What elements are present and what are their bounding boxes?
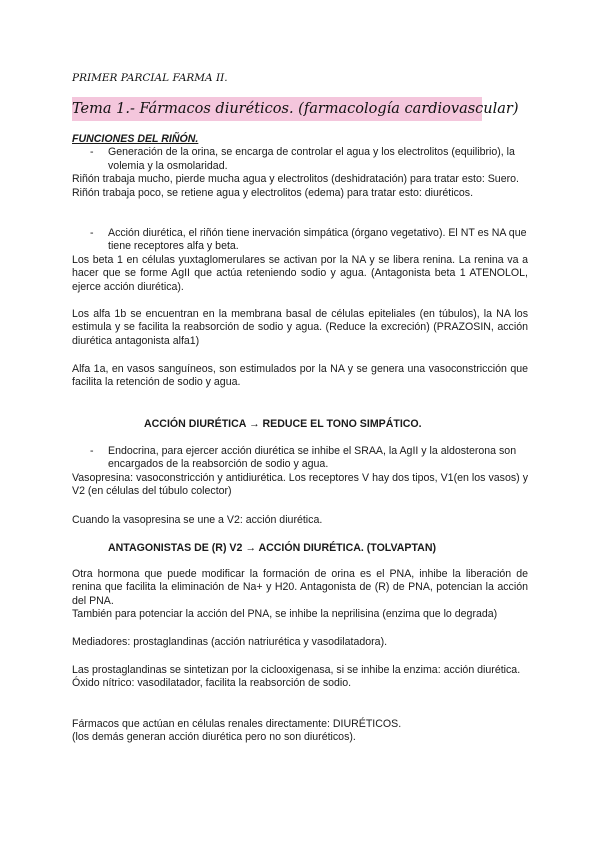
accion-diuretica-heading: ACCIÓN DIURÉTICA → REDUCE EL TONO SIMPÁTICO. (144, 418, 422, 430)
prostaglandinas-section (72, 664, 528, 691)
funciones-title: FUNCIONES DEL RIÑÓN. (72, 133, 199, 145)
funciones-section (72, 133, 528, 200)
farmacos-section (72, 718, 528, 745)
paragraph: (los demás generan acción diurética pero no son diuréticos). (72, 731, 356, 744)
tema-title: Tema 1.- Fármacos diuréticos. (farmacología cardiovascular) (72, 97, 482, 121)
endocrina-section (72, 445, 528, 499)
paragraph-alfa1b: Los alfa 1b se encuentran en la membrana basal de células epiteliales (en túbulos), la NA los estimula y se facilita la reabsorción de sodio y agua. (Reduce la excreción) (PRAZOSIN, acción diurética antagonista alfa1) (72, 308, 528, 347)
bullet-text: Generación de la orina, se encarga de controlar el agua y los electrolitos (equilibrio), la volemia y la osmolaridad. (108, 146, 515, 172)
paragraph: Otra hormona que puede modificar la formación de orina es el PNA, inhibe la liberación de renina que facilita la eliminación de Na+ y H20. Antagonista de (R) de PNA, potencian la acción del PNA. (72, 568, 528, 607)
paragraph: También para potenciar la acción del PNA, se inhibe la neprilisina (enzima que lo degrada) (72, 608, 498, 621)
paragraph: Riñón trabaja poco, se retiene agua y electrolitos (edema) para tratar esto: diuréticos. (72, 186, 474, 199)
document-header: PRIMER PARCIAL FARMA II. (72, 72, 228, 84)
inervacion-section (72, 227, 528, 294)
pna-section (72, 568, 528, 622)
bullet-text: Acción diurética, el riñón tiene inervación simpática (órgano vegetativo). El NT es NA que tiene receptores alfa y beta. (108, 227, 527, 253)
dash-marker: - (90, 445, 94, 457)
paragraph: Fármacos que actúan en células renales directamente: DIURÉTICOS. (72, 718, 402, 730)
bullet-item (72, 445, 528, 472)
paragraph-alfa1a: Alfa 1a, en vasos sanguíneos, son estimulados por la NA y se genera una vasoconstricción que facilita la retención de sodio y agua. (72, 363, 528, 389)
paragraph-v2: Cuando la vasopresina se une a V2: acción diurética. (72, 514, 323, 526)
dash-marker: - (90, 227, 94, 239)
bullet-item (72, 227, 528, 254)
antagonistas-heading: ANTAGONISTAS DE (R) V2 → ACCIÓN DIURÉTICA. (TOLVAPTAN) (108, 542, 437, 554)
dash-marker: - (90, 146, 94, 159)
paragraph: Vasopresina: vasoconstricción y antidiurética. Los receptores V hay dos tipos, V1(en los vasos) y V2 (en células del túbulo colector) (72, 471, 528, 498)
paragraph: Los beta 1 en células yuxtaglomerulares se activan por la NA y se libera renina. La renina va a hacer que se forme AgII que actúa reteniendo sodio y agua. (Antagonista beta 1 ATENOLOL, ejerce acción diurética). (72, 253, 528, 293)
paragraph: Óxido nítrico: vasodilatador, facilita la reabsorción de sodio. (72, 677, 352, 690)
paragraph: Riñón trabaja mucho, pierde mucha agua y electrolitos (deshidratación) para tratar esto: Suero. (72, 173, 519, 186)
bullet-item (72, 146, 528, 173)
bullet-text: Endocrina, para ejercer acción diurética se inhibe el SRAA, la AgII y la aldosterona son encargados de la reabsorción de sodio y agua. (108, 445, 517, 471)
paragraph: Las prostaglandinas se sintetizan por la ciclooxigenasa, si se inhibe la enzima: acción diurética. (72, 664, 521, 676)
paragraph-mediadores: Mediadores: prostaglandinas (acción natriurética y vasodilatadora). (72, 636, 388, 648)
